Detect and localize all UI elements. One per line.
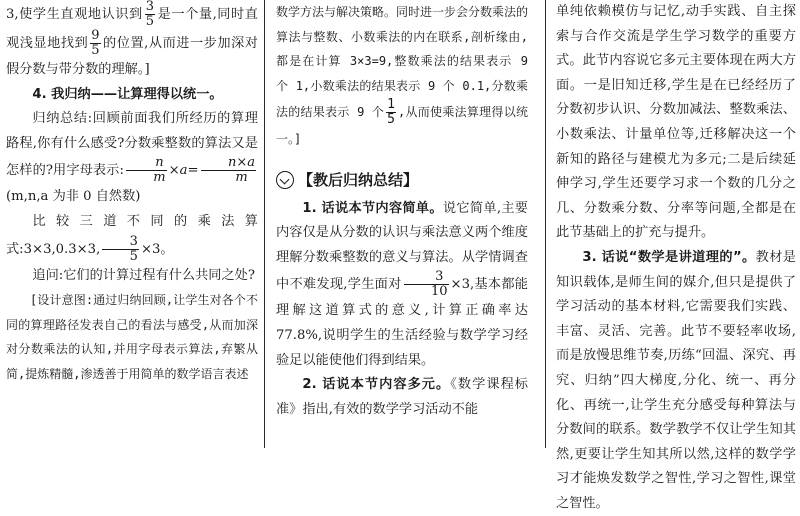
column-divider-left	[264, 0, 265, 448]
fraction-3-5-b: $\frac{3}{5}$	[102, 235, 139, 264]
paragraph-diverse-cont: 单纯依赖模仿与记忆,动手实践、自主探索与合作交流是学生学习数学的重要方式。此节内容说它多元主要体现在两大方面。一是旧知迁移,学生是在已经经历了分数初步认识、分数加减法、整数乘法、小数乘法、计量单位等,迁移解决这一个新知的路径与建模尤为多元;二是后续延伸学习,学生还要学习求一个数的几分之几、分数乘分数、分率等问题,全都是在此节基础上的扩充与提升。	[556, 4, 796, 241]
paragraph-design-intent-end: 3,使学生直观地认识到 $\frac{3}{5}$ 是一个量,同时直观浅显地找到 $\frac{9}{5}$ 的位置,从而进一步加深对假分数与带分数的理解。]	[6, 0, 258, 77]
paragraph-design-intent: [设计意图:通过归纳回顾,让学生对各个不同的算理路径发表自己的看法与感受,从而加深对分数乘法的认知,并用字母表示算法,弃繁从简,提炼精髓,渗透善于用简单的数学语言表述	[6, 293, 258, 381]
fraction-1-5: $\frac{1}{5}$	[387, 97, 395, 128]
paragraph-compare: 比较三道不同的乘法算式:3×3,0.3×3, $\frac{3}{5}$ ×3。	[6, 213, 258, 264]
fraction-n-m: $\frac{n}{m}$	[126, 156, 167, 185]
paragraph-diverse: 2. 话说本节内容多元。《数学课程标准》指出,有效的数学学习活动不能	[276, 377, 528, 417]
fraction-3-5: $\frac{3}{5}$	[145, 0, 155, 29]
column-divider-right	[545, 0, 546, 448]
circle-arrow-icon	[276, 171, 294, 189]
column-1	[6, 0, 258, 448]
fraction-na-m: $\frac{n\times a}{m}$	[201, 156, 256, 185]
paragraph-followup: 追问:它们的计算过程有什么共同之处?	[32, 267, 255, 283]
paragraph-reasoning: 3. 话说“数学是讲道理的”。教材是知识载体,是师生间的媒介,但只是提供了学习活动的基本材料,它需要我们实践、丰富、灵活、完善。此节不要轻率收场,而是放慢思维节奏,历练“回温、深究、再究、归纳”四大梯度,分化、统一、再分化、再统一,让学生充分感受每种算法与分数间的联系。数学教学不仅让学生知其然,更要让学生知其所以然,这样的数学学习才能焕发数学之智性,学习之智性,课堂之智性。	[556, 249, 796, 511]
heading-step-4: 4. 我归纳——让算理得以统一。	[32, 86, 223, 102]
column-2	[276, 0, 528, 448]
paragraph-summary: 归纳总结:回顾前面我们所经历的算理路程,你有什么感受?分数乘整数的算法又是怎样的?用字母表示: $\frac{n}{m}$ ×a= $\frac{n\times a}{m}$ (m,n,a 为非 0 自然数)	[6, 111, 258, 205]
section-heading: 【教后归纳总结】	[276, 168, 528, 193]
paragraph-design-intent-cont: 数学方法与解决策略。同时进一步会分数乘法的算法与整数、小数乘法的内在联系,剖析缘由,都是在计算 3×3=9,整数乘法的结果表示 9 个 1,小数乘法的结果表示 9 个 0.1,分数乘法的结果表示 9 个 $\frac{1}{5}$ ,从而使乘法算理得以统一。]	[276, 5, 529, 147]
fraction-3-10: $\frac{3}{10}$	[404, 270, 449, 299]
paragraph-simple: 1. 话说本节内容简单。说它简单,主要内容仅是从分数的认识与乘法意义两个维度理解分数乘整数的意义与算法。从学情调查中不难发现,学生面对 $\frac{3}{10}$ ×3,基本都能理解这道算式的意义,计算正确率达 77.8%,说明学生的生活经验与数学学习经验足以能使他们得到结果。	[276, 200, 528, 368]
fraction-9-5: $\frac{9}{5}$	[91, 28, 100, 58]
column-3	[556, 0, 796, 511]
